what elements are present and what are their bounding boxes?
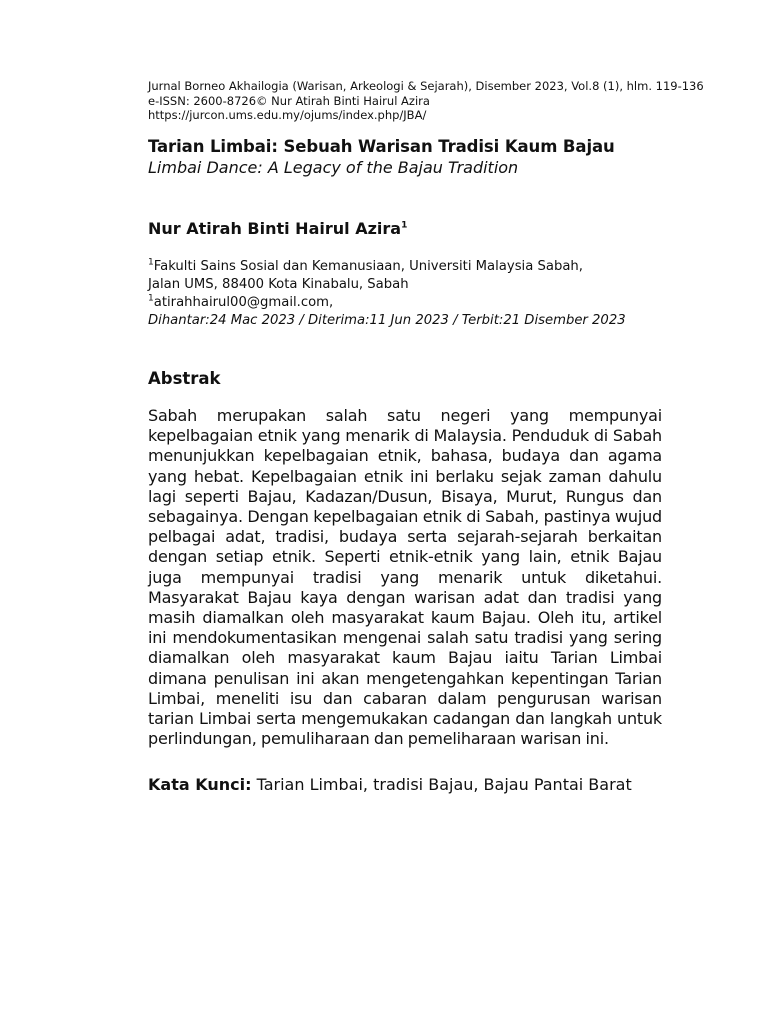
- keywords-values: Tarian Limbai, tradisi Bajau, Bajau Pantai Barat: [256, 775, 632, 794]
- affiliation-line-2: Jalan UMS, 88400 Kota Kinabalu, Sabah: [148, 277, 409, 292]
- submission-dates: Dihantar:24 Mac 2023 / Diterima:11 Jun 2023 / Terbit:21 Disember 2023: [148, 313, 626, 328]
- keywords-line: [148, 775, 632, 794]
- author-email: atirahhairul00@gmail.com,: [153, 295, 334, 310]
- affiliation-marker: 1: [148, 257, 154, 268]
- affiliation-line-1: [148, 258, 668, 276]
- article-subtitle: Limbai Dance: A Legacy of the Bajau Tradition: [148, 158, 519, 177]
- affiliation-email-line: [148, 294, 668, 312]
- issn-copyright-line: e-ISSN: 2600-8726© Nur Atirah Binti Hairul Azira: [148, 93, 430, 108]
- author-name: Nur Atirah Binti Hairul Azira: [148, 219, 402, 238]
- keywords-label: Kata Kunci:: [148, 775, 252, 794]
- article-title: Tarian Limbai: Sebuah Warisan Tradisi Kaum Bajau: [148, 137, 615, 156]
- author-affiliation-marker: 1: [401, 220, 408, 231]
- abstract-heading: Abstrak: [148, 369, 221, 388]
- journal-citation-line: Jurnal Borneo Akhailogia (Warisan, Arkeologi & Sejarah), Disember 2023, Vol.8 (1), hlm. 119-136: [148, 79, 704, 93]
- affiliation-institution: Fakulti Sains Sosial dan Kemanusiaan, Universiti Malaysia Sabah,: [153, 259, 583, 274]
- journal-url-line: https://jurcon.ums.edu.my/ojums/index.php/JBA/: [148, 108, 427, 122]
- journal-header: [148, 79, 708, 123]
- affiliation-block: [148, 258, 668, 330]
- author-line: [148, 219, 407, 238]
- abstract-body: Sabah merupakan salah satu negeri yang mempunyai kepelbagaian etnik yang menarik di Malaysia. Penduduk di Sabah menunjukkan kepelbagaian etnik, bahasa, budaya dan agama yang hebat. Kepelbagaian etnik ini berlaku sejak zaman dahulu lagi seperti Bajau, Kadazan/Dusun, Bisaya, Murut, Rungus dan sebagainya. Dengan kepelbagaian etnik di Sabah, pastinya wujud pelbagai adat, tradisi, budaya serta sejarah-sejarah berkaitan dengan setiap etnik. Seperti etnik-etnik yang lain, etnik Bajau juga mempunyai tradisi yang menarik untuk diketahui. Masyarakat Bajau kaya dengan warisan adat dan tradisi yang masih diamalkan oleh masyarakat kaum Bajau. Oleh itu, artikel ini mendokumentasikan mengenai salah satu tradisi yang sering diamalkan oleh masyarakat kaum Bajau iaitu Tarian Limbai dimana penulisan ini akan mengetengahkan kepentingan Tarian Limbai, meneliti isu dan cabaran dalam pengurusan warisan tarian Limbai serta mengemukakan cadangan dan langkah untuk perlindungan, pemuliharaan dan pemeliharaan warisan ini.: [148, 406, 662, 749]
- email-marker: 1: [148, 293, 154, 304]
